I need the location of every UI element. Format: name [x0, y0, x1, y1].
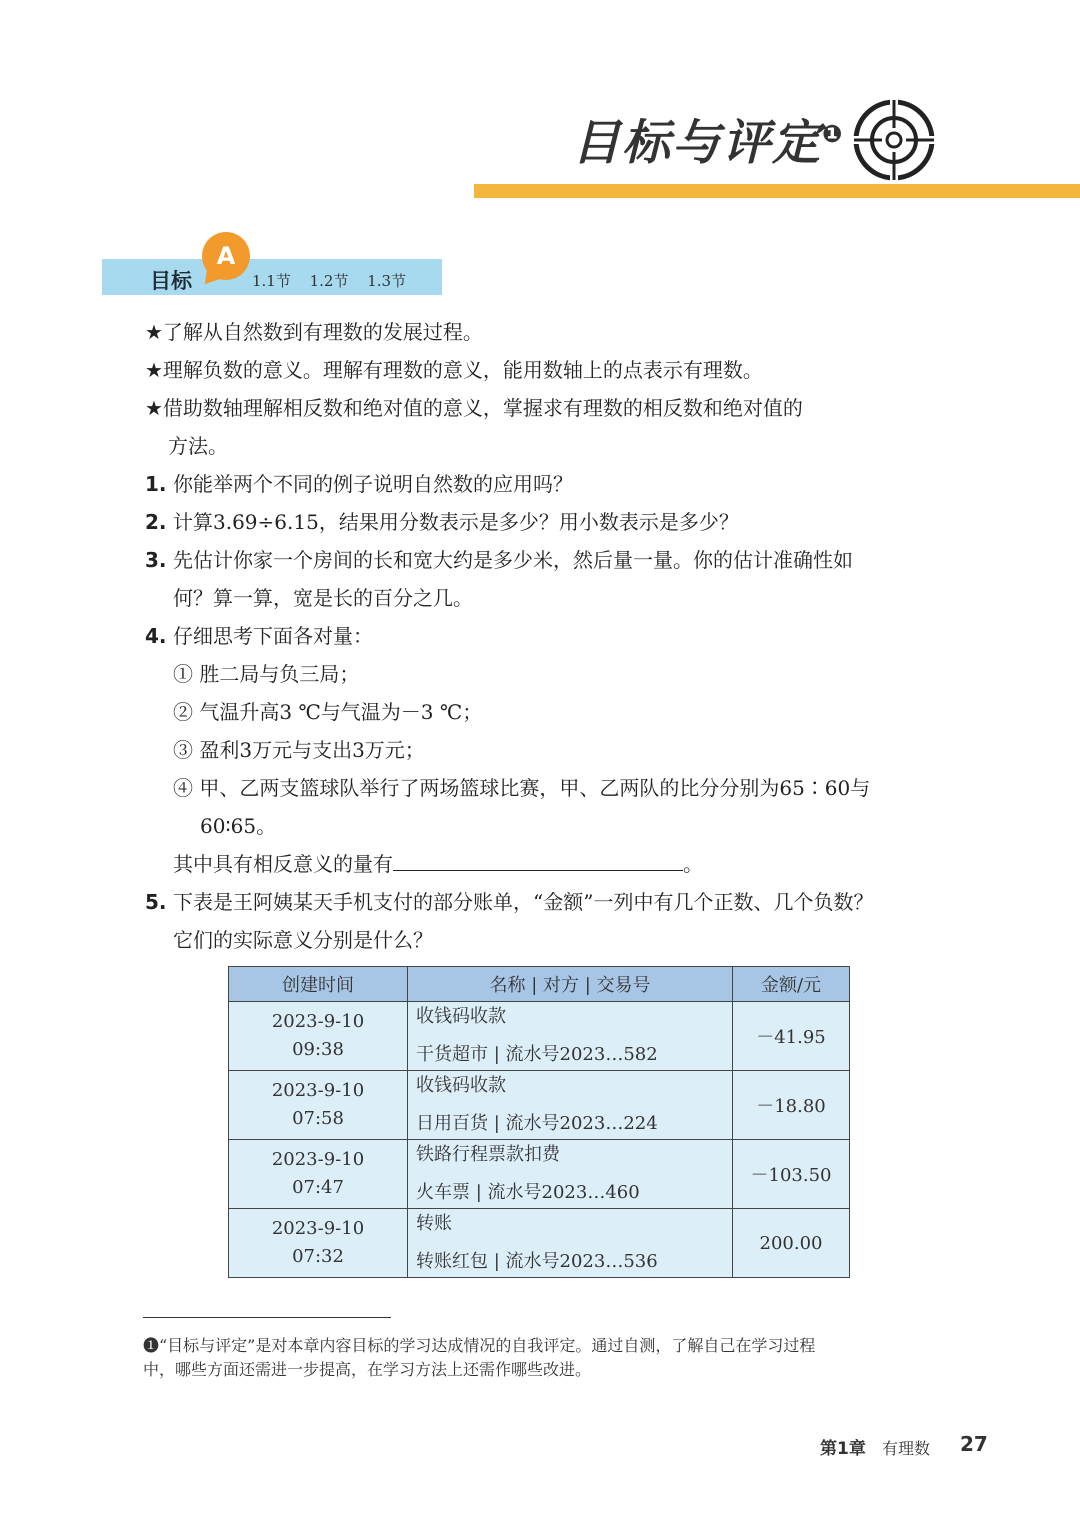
- objective-item: ★了解从自然数到有理数的发展过程。: [145, 320, 483, 344]
- footnote-line: 中，哪些方面还需进一步提高，在学习方法上还需作哪些改进。: [143, 1360, 592, 1379]
- objective-item: ★借助数轴理解相反数和绝对值的意义，掌握求有理数的相反数和绝对值的: [145, 396, 803, 420]
- question-4-item: ③ 盈利3万元与支出3万元；: [173, 738, 425, 762]
- footnote-line: ❶“目标与评定”是对本章内容目标的学习达成情况的自我评定。通过自测，了解自己在学习过程: [143, 1336, 816, 1355]
- amount-cell: －41.95: [733, 1002, 850, 1071]
- name-cell: 转账 转账红包 | 流水号2023…536: [408, 1209, 733, 1278]
- table-row: [229, 1140, 850, 1209]
- name-cell: 收钱码收款 干货超市 | 流水号2023…582: [408, 1002, 733, 1071]
- question-5-continued: 它们的实际意义分别是什么？: [173, 928, 433, 952]
- chapter-name: 有理数: [882, 1439, 931, 1458]
- title-footnote-mark: ❶: [822, 120, 845, 148]
- footnote-rule: [143, 1317, 391, 1318]
- chapter-number: 第1章: [820, 1439, 866, 1459]
- question-4-fill: 其中具有相反意义的量有 。: [173, 845, 943, 883]
- question-5: 5. 下表是王阿姨某天手机支付的部分账单，“金额”一列中有几个正数、几个负数？: [145, 890, 874, 914]
- question-4-item-continued: 60∶65。: [200, 814, 277, 838]
- question-2: 2. 计算3.69÷6.15，结果用分数表示是多少？用小数表示是多少？: [145, 510, 739, 534]
- time-cell: 2023-9-10 07:58: [229, 1071, 408, 1140]
- footnote: [143, 1334, 933, 1382]
- table-row: [229, 1071, 850, 1140]
- header-accent-bar: [474, 184, 1080, 198]
- answer-blank[interactable]: [393, 848, 683, 871]
- question-3-continued: 何？算一算，宽是长的百分之几。: [173, 586, 473, 610]
- payment-table: [228, 966, 850, 1278]
- page-title: 目标与评定$^❶$: [572, 115, 845, 171]
- name-cell: 铁路行程票款扣费 火车票 | 流水号2023…460: [408, 1140, 733, 1209]
- time-cell: 2023-9-10 07:32: [229, 1209, 408, 1278]
- name-cell: 收钱码收款 日用百货 | 流水号2023…224: [408, 1071, 733, 1140]
- page-number: 27: [960, 1432, 988, 1456]
- objective-item-continued: 方法。: [168, 434, 228, 458]
- column-header: 创建时间: [229, 967, 408, 1002]
- target-icon: [852, 98, 936, 182]
- question-4-item: ② 气温升高3 ℃与气温为－3 ℃；: [173, 700, 483, 724]
- table-header-row: [229, 967, 850, 1002]
- time-cell: 2023-9-10 09:38: [229, 1002, 408, 1071]
- table-row: [229, 1002, 850, 1071]
- objectives-label: 目标: [150, 269, 192, 293]
- objective-badge: A: [202, 232, 250, 280]
- column-header: 名称 | 对方 | 交易号: [408, 967, 733, 1002]
- amount-cell: －103.50: [733, 1140, 850, 1209]
- question-4-item: ④ 甲、乙两支篮球队举行了两场篮球比赛，甲、乙两队的比分分别为65∶60与: [173, 776, 871, 800]
- question-1: 1. 你能举两个不同的例子说明自然数的应用吗？: [145, 472, 573, 496]
- column-header: 金额/元: [733, 967, 850, 1002]
- amount-cell: －18.80: [733, 1071, 850, 1140]
- question-4-item: ① 胜二局与负三局；: [173, 662, 360, 686]
- question-4: 4. 仔细思考下面各对量：: [145, 624, 373, 648]
- objective-item: ★理解负数的意义。理解有理数的意义，能用数轴上的点表示有理数。: [145, 358, 763, 382]
- amount-cell: 200.00: [733, 1209, 850, 1278]
- sections-list: 1.1节 1.2节 1.3节: [252, 272, 407, 290]
- question-3: 3. 先估计你家一个房间的长和宽大约是多少米，然后量一量。你的估计准确性如: [145, 548, 853, 572]
- time-cell: 2023-9-10 07:47: [229, 1140, 408, 1209]
- table-row: [229, 1209, 850, 1278]
